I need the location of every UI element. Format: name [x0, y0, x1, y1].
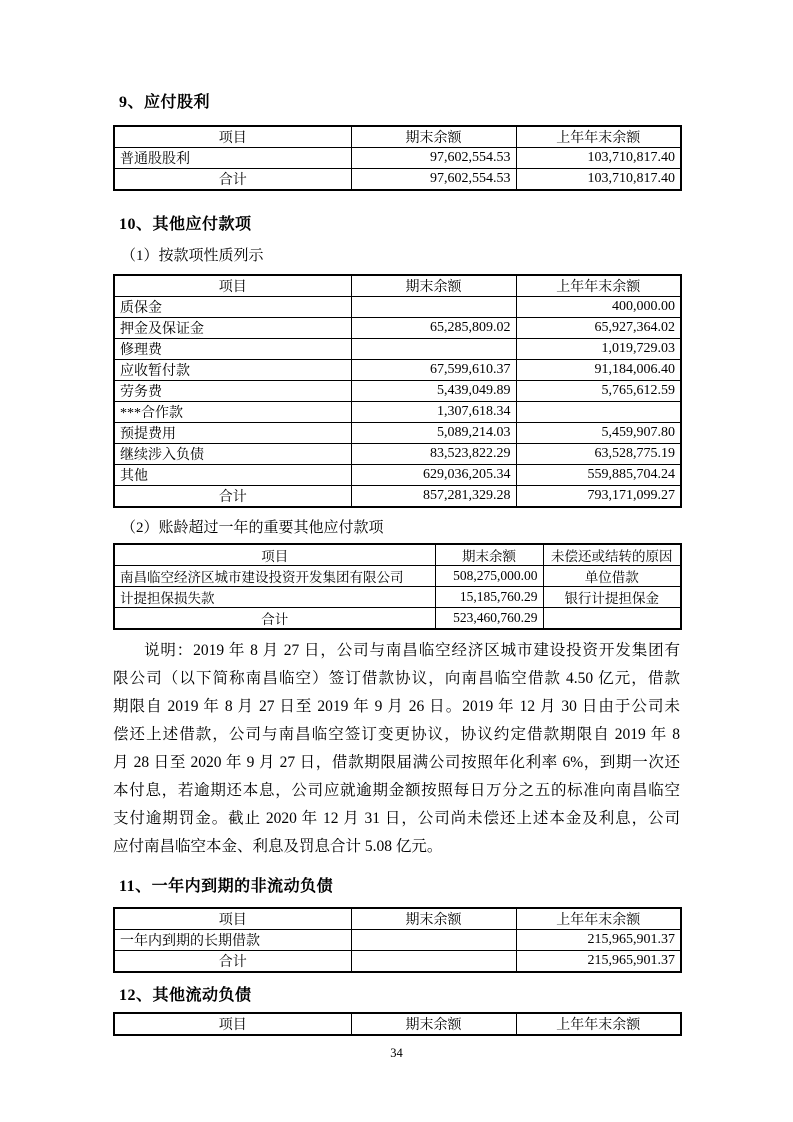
total-prior-balance-cell: 215,965,901.37 [516, 951, 681, 973]
total-row [114, 486, 681, 508]
closing-balance-cell [351, 930, 516, 951]
column-header-closing-balance: 期末余额 [435, 544, 543, 566]
item-cell: 南昌临空经济区城市建设投资开发集团有限公司 [114, 566, 435, 587]
table-row [114, 381, 681, 402]
closing-balance-cell: 508,275,000.00 [435, 566, 543, 587]
paragraph-line: 期限自 2019 年 8 月 27 日至 2019 年 9 月 26 日。2019 年 12 月 30 日由于公司未 [113, 698, 680, 715]
total-row [114, 169, 681, 191]
paragraph-line: 月 28 日至 2020 年 9 月 27 日，借款期限届满公司按照年化利率 6%，到期一次还 [113, 754, 680, 771]
table-row [114, 444, 681, 465]
page-number: 34 [390, 1046, 403, 1060]
total-row [114, 608, 681, 630]
table-row [114, 148, 681, 169]
paragraph-line: 应付南昌临空本金、利息及罚息合计 5.08 亿元。 [113, 838, 443, 855]
total-label-cell: 合计 [114, 169, 351, 191]
total-closing-balance-cell: 97,602,554.53 [351, 169, 516, 191]
paragraph-line: 偿还上述借款，公司与南昌临空签订变更协议，协议约定借款期限自 2019 年 8 [113, 726, 680, 743]
table-row [114, 930, 681, 951]
closing-balance-cell: 83,523,822.29 [351, 444, 516, 465]
header-row [114, 275, 681, 297]
prior-balance-cell: 5,459,907.80 [516, 423, 681, 444]
total-label-cell: 合计 [114, 608, 435, 630]
prior-balance-cell: 91,184,006.40 [516, 360, 681, 381]
column-header-prior-year-balance: 上年年末余额 [516, 1013, 681, 1035]
paragraph-line: 说明：2019 年 8 月 27 日，公司与南昌临空经济区城市建设投资开发集团有 [144, 642, 680, 659]
total-row [114, 951, 681, 973]
column-header-item: 项目 [114, 126, 351, 148]
item-cell: 修理费 [114, 339, 351, 360]
total-label-cell: 合计 [114, 486, 351, 508]
paragraph-line: 支付逾期罚金。截止 2020 年 12 月 31 日，公司尚未偿还上述本金及利息，公司 [113, 810, 680, 827]
section-11-heading: 11、一年内到期的非流动负债 [119, 878, 334, 895]
item-cell: 普通股股利 [114, 148, 351, 169]
column-header-item: 项目 [114, 544, 435, 566]
column-header-closing-balance: 期末余额 [351, 908, 516, 930]
header-row [114, 1013, 681, 1035]
table-row [114, 339, 681, 360]
item-cell: 应收暂付款 [114, 360, 351, 381]
total-label-cell: 合计 [114, 951, 351, 973]
closing-balance-cell: 65,285,809.02 [351, 318, 516, 339]
other-payables-by-nature-table [113, 274, 682, 508]
table-row [114, 587, 681, 608]
item-cell: 预提费用 [114, 423, 351, 444]
section-10-heading: 10、其他应付款项 [119, 216, 252, 233]
column-header-prior-year-balance: 上年年末余额 [516, 908, 681, 930]
total-prior-balance-cell: 103,710,817.40 [516, 169, 681, 191]
section-12-heading: 12、其他流动负债 [119, 987, 252, 1004]
item-cell: 押金及保证金 [114, 318, 351, 339]
closing-balance-cell: 67,599,610.37 [351, 360, 516, 381]
reason-cell: 单位借款 [543, 566, 681, 587]
column-header-reason: 未偿还或结转的原因 [543, 544, 681, 566]
prior-balance-cell: 1,019,729.03 [516, 339, 681, 360]
column-header-item: 项目 [114, 275, 351, 297]
column-header-closing-balance: 期末余额 [351, 1013, 516, 1035]
prior-balance-cell: 65,927,364.02 [516, 318, 681, 339]
prior-balance-cell: 215,965,901.37 [516, 930, 681, 951]
prior-balance-cell: 103,710,817.40 [516, 148, 681, 169]
column-header-prior-year-balance: 上年年末余额 [516, 275, 681, 297]
column-header-prior-year-balance: 上年年末余额 [516, 126, 681, 148]
table-row [114, 465, 681, 486]
prior-balance-cell [516, 402, 681, 423]
item-cell: 计提担保损失款 [114, 587, 435, 608]
table-row [114, 297, 681, 318]
aged-other-payables-table [113, 543, 682, 630]
prior-balance-cell: 5,765,612.59 [516, 381, 681, 402]
total-closing-balance-cell [351, 951, 516, 973]
closing-balance-cell: 1,307,618.34 [351, 402, 516, 423]
header-row [114, 126, 681, 148]
page-content [113, 93, 680, 1036]
total-prior-balance-cell: 793,171,099.27 [516, 486, 681, 508]
dividends-payable-table [113, 125, 682, 191]
table-row [114, 402, 681, 423]
item-cell: 一年内到期的长期借款 [114, 930, 351, 951]
loan-explanation-paragraph [113, 637, 680, 861]
closing-balance-cell: 5,439,049.89 [351, 381, 516, 402]
column-header-item: 项目 [114, 908, 351, 930]
section-10-sub1-label: （1）按款项性质列示 [121, 248, 264, 264]
reason-cell: 银行计提担保金 [543, 587, 681, 608]
closing-balance-cell: 97,602,554.53 [351, 148, 516, 169]
total-closing-balance-cell: 523,460,760.29 [435, 608, 543, 630]
item-cell: ***合作款 [114, 402, 351, 423]
total-closing-balance-cell: 857,281,329.28 [351, 486, 516, 508]
column-header-closing-balance: 期末余额 [351, 126, 516, 148]
closing-balance-cell: 629,036,205.34 [351, 465, 516, 486]
closing-balance-cell [351, 339, 516, 360]
section-10-sub2-label: （2）账龄超过一年的重要其他应付款项 [121, 520, 384, 536]
paragraph-line: 限公司（以下简称南昌临空）签订借款协议，向南昌临空借款 4.50 亿元，借款 [113, 670, 680, 687]
column-header-closing-balance: 期末余额 [351, 275, 516, 297]
closing-balance-cell: 15,185,760.29 [435, 587, 543, 608]
item-cell: 劳务费 [114, 381, 351, 402]
prior-balance-cell: 400,000.00 [516, 297, 681, 318]
prior-balance-cell: 63,528,775.19 [516, 444, 681, 465]
other-current-liabilities-table [113, 1012, 682, 1036]
table-row [114, 318, 681, 339]
item-cell: 继续涉入负债 [114, 444, 351, 465]
header-row [114, 544, 681, 566]
closing-balance-cell: 5,089,214.03 [351, 423, 516, 444]
noncurrent-liabilities-due-table [113, 907, 682, 973]
total-reason-cell [543, 608, 681, 630]
item-cell: 质保金 [114, 297, 351, 318]
closing-balance-cell [351, 297, 516, 318]
table-row [114, 360, 681, 381]
paragraph-line: 本付息，若逾期还本息，公司应就逾期金额按照每日万分之五的标准向南昌临空 [113, 782, 680, 799]
header-row [114, 908, 681, 930]
column-header-item: 项目 [114, 1013, 351, 1035]
item-cell: 其他 [114, 465, 351, 486]
section-9-heading: 9、应付股利 [119, 94, 211, 111]
table-row [114, 423, 681, 444]
table-row [114, 566, 681, 587]
prior-balance-cell: 559,885,704.24 [516, 465, 681, 486]
